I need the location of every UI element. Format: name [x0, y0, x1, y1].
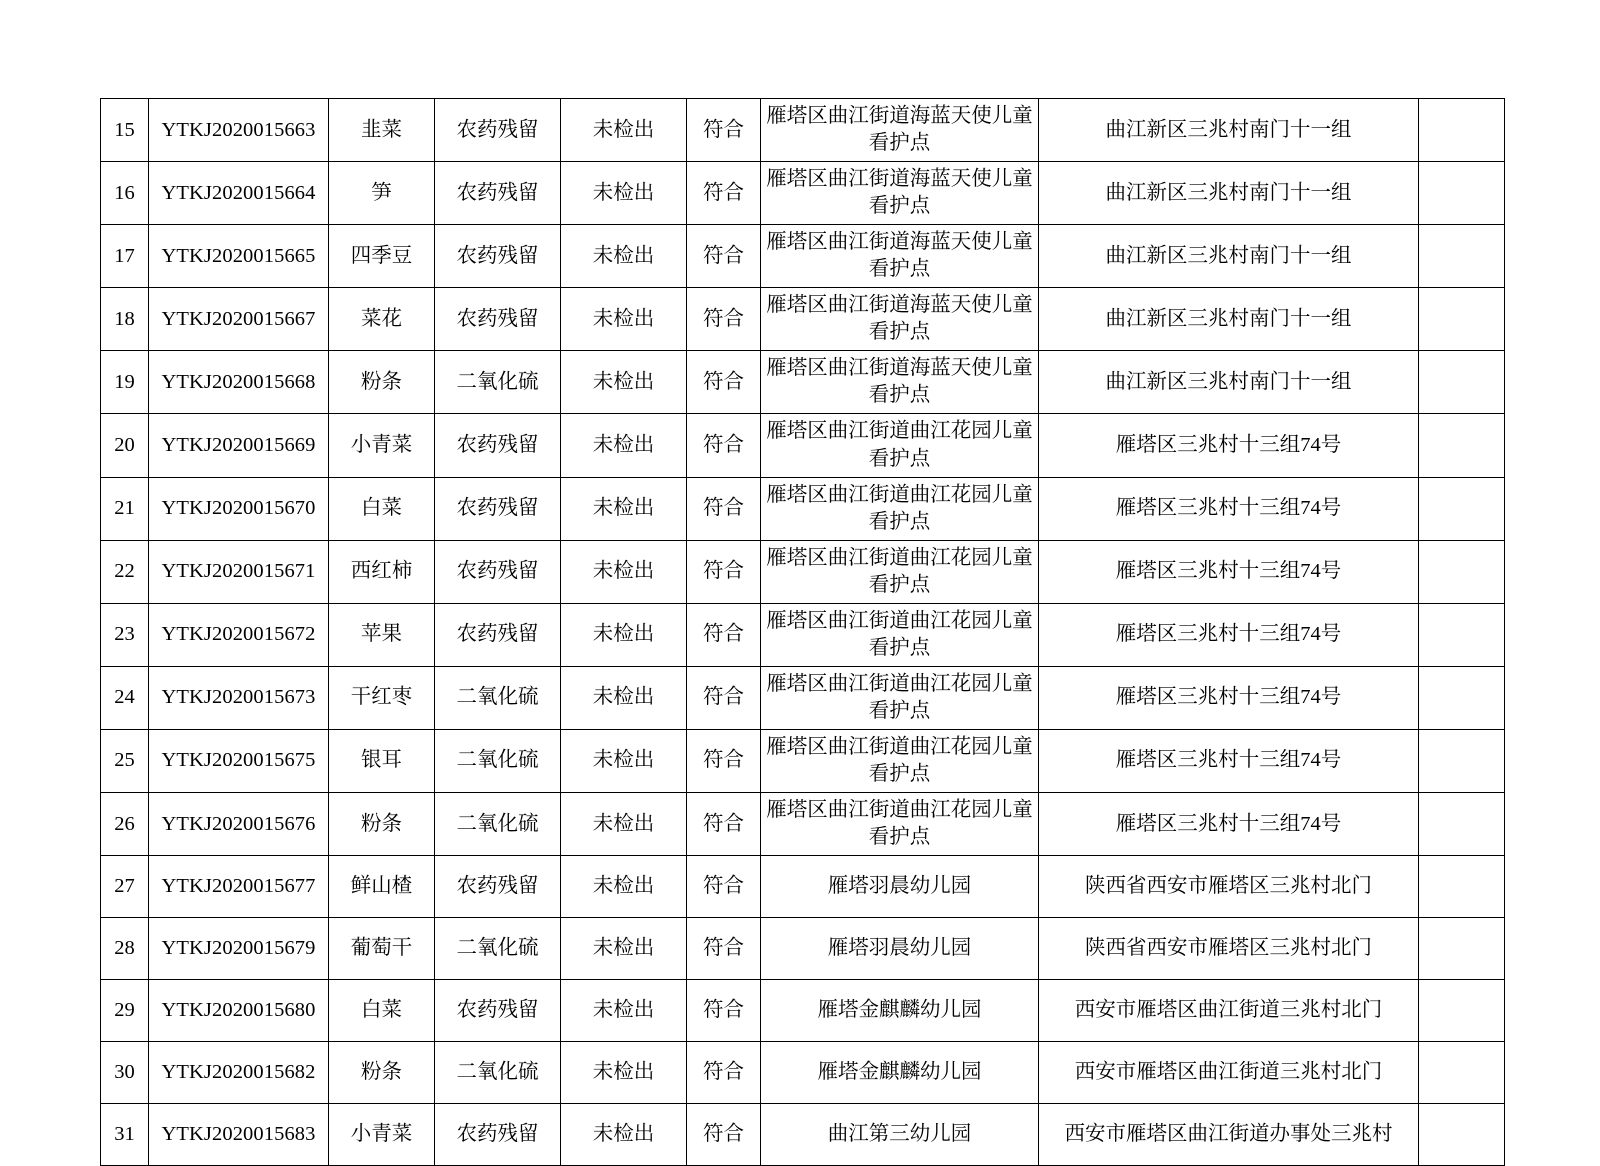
conclusion: 符合 [687, 414, 761, 477]
inspected-unit: 雁塔区曲江街道曲江花园儿童看护点 [761, 477, 1039, 540]
sample-name: 西红柿 [329, 540, 435, 603]
inspected-unit: 雁塔金麒麟幼儿园 [761, 1042, 1039, 1104]
address: 曲江新区三兆村南门十一组 [1039, 162, 1419, 225]
address: 雁塔区三兆村十三组74号 [1039, 729, 1419, 792]
test-item: 农药残留 [435, 1104, 561, 1166]
test-result: 未检出 [561, 351, 687, 414]
test-result: 未检出 [561, 477, 687, 540]
test-result: 未检出 [561, 225, 687, 288]
test-result: 未检出 [561, 99, 687, 162]
conclusion: 符合 [687, 540, 761, 603]
test-item: 二氧化硫 [435, 793, 561, 856]
row-index: 27 [101, 856, 149, 918]
test-item: 农药残留 [435, 414, 561, 477]
sample-code: YTKJ2020015670 [149, 477, 329, 540]
row-index: 18 [101, 288, 149, 351]
inspected-unit: 雁塔区曲江街道曲江花园儿童看护点 [761, 603, 1039, 666]
inspected-unit: 雁塔区曲江街道海蓝天使儿童看护点 [761, 99, 1039, 162]
address: 西安市雁塔区曲江街道三兆村北门 [1039, 1042, 1419, 1104]
test-item: 二氧化硫 [435, 729, 561, 792]
address: 曲江新区三兆村南门十一组 [1039, 225, 1419, 288]
test-item: 农药残留 [435, 980, 561, 1042]
remark [1419, 856, 1505, 918]
table-row [101, 288, 1505, 351]
conclusion: 符合 [687, 1042, 761, 1104]
test-item: 农药残留 [435, 856, 561, 918]
remark [1419, 225, 1505, 288]
sample-code: YTKJ2020015675 [149, 729, 329, 792]
test-item: 农药残留 [435, 288, 561, 351]
test-result: 未检出 [561, 288, 687, 351]
sample-name: 小青菜 [329, 414, 435, 477]
inspected-unit: 雁塔羽晨幼儿园 [761, 856, 1039, 918]
sample-code: YTKJ2020015679 [149, 918, 329, 980]
sample-code: YTKJ2020015683 [149, 1104, 329, 1166]
address: 雁塔区三兆村十三组74号 [1039, 540, 1419, 603]
sample-name: 粉条 [329, 793, 435, 856]
row-index: 28 [101, 918, 149, 980]
test-result: 未检出 [561, 856, 687, 918]
test-result: 未检出 [561, 793, 687, 856]
inspection-results-table [100, 98, 1505, 1166]
conclusion: 符合 [687, 793, 761, 856]
test-item: 农药残留 [435, 477, 561, 540]
conclusion: 符合 [687, 980, 761, 1042]
table-row [101, 793, 1505, 856]
row-index: 30 [101, 1042, 149, 1104]
table-row [101, 540, 1505, 603]
address: 陕西省西安市雁塔区三兆村北门 [1039, 918, 1419, 980]
conclusion: 符合 [687, 918, 761, 980]
address: 陕西省西安市雁塔区三兆村北门 [1039, 856, 1419, 918]
conclusion: 符合 [687, 162, 761, 225]
address: 雁塔区三兆村十三组74号 [1039, 414, 1419, 477]
test-item: 农药残留 [435, 540, 561, 603]
remark [1419, 414, 1505, 477]
row-index: 15 [101, 99, 149, 162]
sample-code: YTKJ2020015664 [149, 162, 329, 225]
sample-name: 粉条 [329, 351, 435, 414]
address: 雁塔区三兆村十三组74号 [1039, 666, 1419, 729]
table-row [101, 162, 1505, 225]
test-item: 二氧化硫 [435, 918, 561, 980]
table-row [101, 856, 1505, 918]
conclusion: 符合 [687, 225, 761, 288]
table-row [101, 980, 1505, 1042]
table-row [101, 1042, 1505, 1104]
sample-code: YTKJ2020015672 [149, 603, 329, 666]
sample-code: YTKJ2020015677 [149, 856, 329, 918]
remark [1419, 603, 1505, 666]
inspected-unit: 雁塔羽晨幼儿园 [761, 918, 1039, 980]
address: 曲江新区三兆村南门十一组 [1039, 351, 1419, 414]
sample-code: YTKJ2020015668 [149, 351, 329, 414]
sample-code: YTKJ2020015671 [149, 540, 329, 603]
inspected-unit: 雁塔区曲江街道曲江花园儿童看护点 [761, 729, 1039, 792]
inspected-unit: 雁塔区曲江街道海蓝天使儿童看护点 [761, 288, 1039, 351]
test-item: 农药残留 [435, 603, 561, 666]
sample-code: YTKJ2020015673 [149, 666, 329, 729]
remark [1419, 288, 1505, 351]
table-row [101, 477, 1505, 540]
row-index: 19 [101, 351, 149, 414]
test-item: 农药残留 [435, 99, 561, 162]
address: 西安市雁塔区曲江街道三兆村北门 [1039, 980, 1419, 1042]
test-item: 二氧化硫 [435, 351, 561, 414]
test-result: 未检出 [561, 1042, 687, 1104]
inspected-unit: 雁塔区曲江街道海蓝天使儿童看护点 [761, 162, 1039, 225]
sample-name: 四季豆 [329, 225, 435, 288]
inspected-unit: 雁塔区曲江街道曲江花园儿童看护点 [761, 666, 1039, 729]
sample-name: 鲜山楂 [329, 856, 435, 918]
address: 曲江新区三兆村南门十一组 [1039, 288, 1419, 351]
table-container [100, 98, 1504, 1166]
row-index: 16 [101, 162, 149, 225]
table-row [101, 603, 1505, 666]
sample-code: YTKJ2020015669 [149, 414, 329, 477]
test-item: 二氧化硫 [435, 1042, 561, 1104]
inspected-unit: 雁塔区曲江街道海蓝天使儿童看护点 [761, 351, 1039, 414]
address: 雁塔区三兆村十三组74号 [1039, 477, 1419, 540]
row-index: 29 [101, 980, 149, 1042]
inspected-unit: 雁塔金麒麟幼儿园 [761, 980, 1039, 1042]
conclusion: 符合 [687, 351, 761, 414]
remark [1419, 540, 1505, 603]
inspected-unit: 雁塔区曲江街道曲江花园儿童看护点 [761, 540, 1039, 603]
sample-code: YTKJ2020015682 [149, 1042, 329, 1104]
conclusion: 符合 [687, 477, 761, 540]
conclusion: 符合 [687, 666, 761, 729]
test-result: 未检出 [561, 918, 687, 980]
sample-name: 韭菜 [329, 99, 435, 162]
row-index: 17 [101, 225, 149, 288]
inspected-unit: 雁塔区曲江街道曲江花园儿童看护点 [761, 793, 1039, 856]
inspected-unit: 曲江第三幼儿园 [761, 1104, 1039, 1166]
remark [1419, 918, 1505, 980]
sample-code: YTKJ2020015676 [149, 793, 329, 856]
row-index: 23 [101, 603, 149, 666]
sample-name: 小青菜 [329, 1104, 435, 1166]
remark [1419, 162, 1505, 225]
remark [1419, 1042, 1505, 1104]
test-item: 二氧化硫 [435, 666, 561, 729]
table-row [101, 918, 1505, 980]
test-result: 未检出 [561, 540, 687, 603]
conclusion: 符合 [687, 729, 761, 792]
row-index: 24 [101, 666, 149, 729]
sample-code: YTKJ2020015667 [149, 288, 329, 351]
table-row [101, 1104, 1505, 1166]
sample-name: 苹果 [329, 603, 435, 666]
test-result: 未检出 [561, 666, 687, 729]
sample-name: 白菜 [329, 477, 435, 540]
sample-name: 菜花 [329, 288, 435, 351]
remark [1419, 351, 1505, 414]
table-row [101, 666, 1505, 729]
test-item: 农药残留 [435, 225, 561, 288]
remark [1419, 99, 1505, 162]
table-row [101, 225, 1505, 288]
test-result: 未检出 [561, 603, 687, 666]
inspected-unit: 雁塔区曲江街道海蓝天使儿童看护点 [761, 225, 1039, 288]
address: 曲江新区三兆村南门十一组 [1039, 99, 1419, 162]
test-result: 未检出 [561, 162, 687, 225]
row-index: 20 [101, 414, 149, 477]
remark [1419, 477, 1505, 540]
address: 雁塔区三兆村十三组74号 [1039, 603, 1419, 666]
sample-code: YTKJ2020015665 [149, 225, 329, 288]
row-index: 21 [101, 477, 149, 540]
sample-code: YTKJ2020015663 [149, 99, 329, 162]
test-result: 未检出 [561, 414, 687, 477]
table-row [101, 729, 1505, 792]
remark [1419, 793, 1505, 856]
sample-name: 银耳 [329, 729, 435, 792]
sample-name: 笋 [329, 162, 435, 225]
conclusion: 符合 [687, 856, 761, 918]
row-index: 26 [101, 793, 149, 856]
table-row [101, 351, 1505, 414]
sample-name: 干红枣 [329, 666, 435, 729]
row-index: 31 [101, 1104, 149, 1166]
address: 雁塔区三兆村十三组74号 [1039, 793, 1419, 856]
sample-name: 葡萄干 [329, 918, 435, 980]
remark [1419, 729, 1505, 792]
inspected-unit: 雁塔区曲江街道曲江花园儿童看护点 [761, 414, 1039, 477]
address: 西安市雁塔区曲江街道办事处三兆村 [1039, 1104, 1419, 1166]
remark [1419, 1104, 1505, 1166]
sample-code: YTKJ2020015680 [149, 980, 329, 1042]
conclusion: 符合 [687, 1104, 761, 1166]
table-row [101, 99, 1505, 162]
conclusion: 符合 [687, 288, 761, 351]
table-row [101, 414, 1505, 477]
sample-name: 白菜 [329, 980, 435, 1042]
table-body [101, 99, 1505, 1166]
test-item: 农药残留 [435, 162, 561, 225]
sample-name: 粉条 [329, 1042, 435, 1104]
row-index: 25 [101, 729, 149, 792]
conclusion: 符合 [687, 99, 761, 162]
conclusion: 符合 [687, 603, 761, 666]
test-result: 未检出 [561, 729, 687, 792]
remark [1419, 666, 1505, 729]
remark [1419, 980, 1505, 1042]
row-index: 22 [101, 540, 149, 603]
test-result: 未检出 [561, 980, 687, 1042]
test-result: 未检出 [561, 1104, 687, 1166]
